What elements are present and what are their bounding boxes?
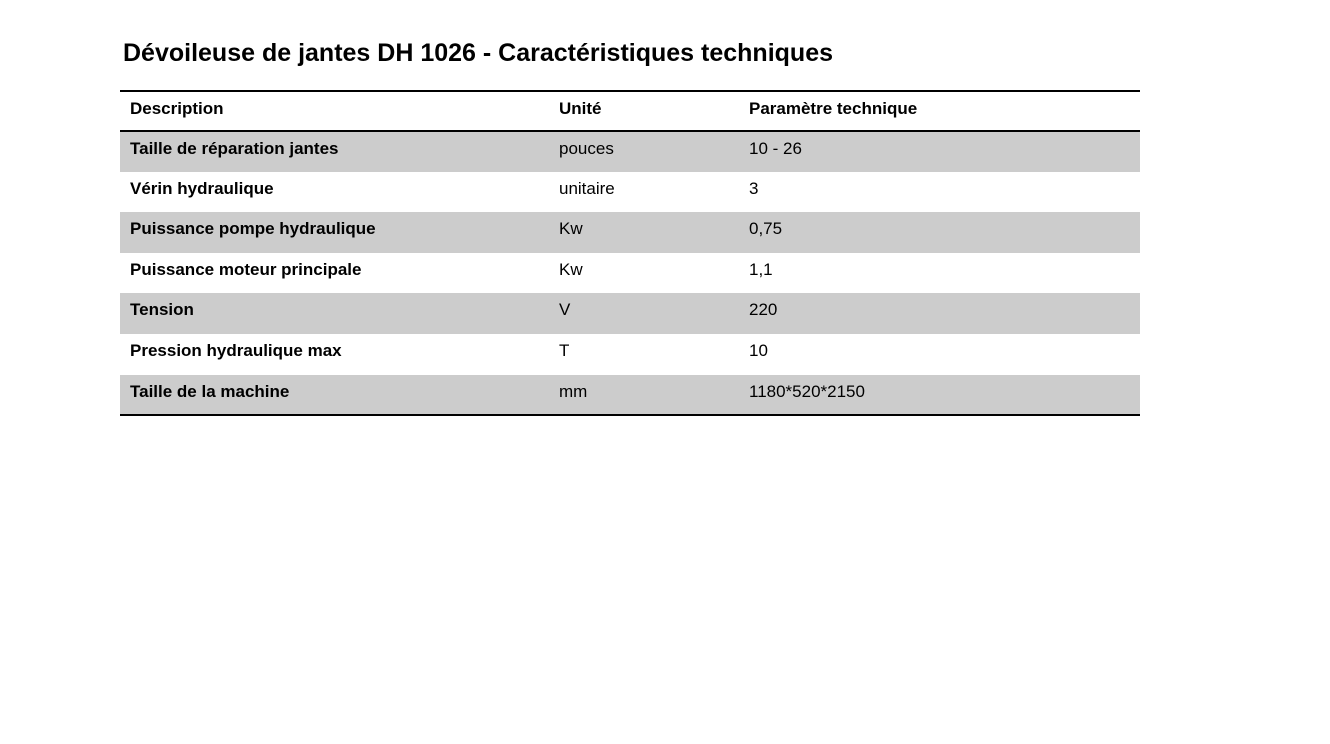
row-unit: V bbox=[559, 300, 571, 320]
column-header-unit: Unité bbox=[559, 99, 602, 118]
table-row bbox=[120, 375, 1140, 416]
row-unit: Kw bbox=[559, 219, 583, 239]
row-description: Puissance pompe hydraulique bbox=[130, 219, 376, 239]
row-description: Puissance moteur principale bbox=[130, 259, 362, 279]
row-value: 220 bbox=[749, 300, 778, 320]
row-description: Pression hydraulique max bbox=[130, 340, 342, 360]
table-row bbox=[120, 212, 1140, 253]
table-row bbox=[120, 253, 1140, 294]
row-unit: T bbox=[559, 340, 570, 360]
row-unit: Kw bbox=[559, 259, 583, 279]
column-header-parameter: Paramètre technique bbox=[749, 99, 918, 118]
table-row bbox=[120, 172, 1140, 213]
spec-table bbox=[120, 90, 1140, 416]
row-value: 1,1 bbox=[749, 259, 773, 279]
row-value: 1180*520*2150 bbox=[749, 381, 865, 401]
header-row bbox=[120, 91, 1140, 131]
table-header bbox=[120, 91, 1140, 131]
row-unit: unitaire bbox=[559, 178, 615, 198]
row-value: 0,75 bbox=[749, 219, 783, 239]
table-row bbox=[120, 131, 1140, 172]
row-value: 10 - 26 bbox=[749, 139, 802, 158]
row-description: Taille de réparation jantes bbox=[130, 139, 339, 158]
row-value: 3 bbox=[749, 178, 759, 198]
row-unit: pouces bbox=[559, 139, 614, 158]
row-description: Vérin hydraulique bbox=[130, 178, 274, 198]
table-row bbox=[120, 293, 1140, 334]
row-description: Tension bbox=[130, 300, 194, 320]
page-title: Dévoileuse de jantes DH 1026 - Caractéristiques techniques bbox=[123, 39, 833, 67]
row-description: Taille de la machine bbox=[130, 381, 290, 401]
row-value: 10 bbox=[749, 340, 768, 360]
row-unit: mm bbox=[559, 381, 588, 401]
table-row bbox=[120, 334, 1140, 375]
column-header-description: Description bbox=[130, 99, 224, 118]
table-body bbox=[120, 131, 1140, 415]
